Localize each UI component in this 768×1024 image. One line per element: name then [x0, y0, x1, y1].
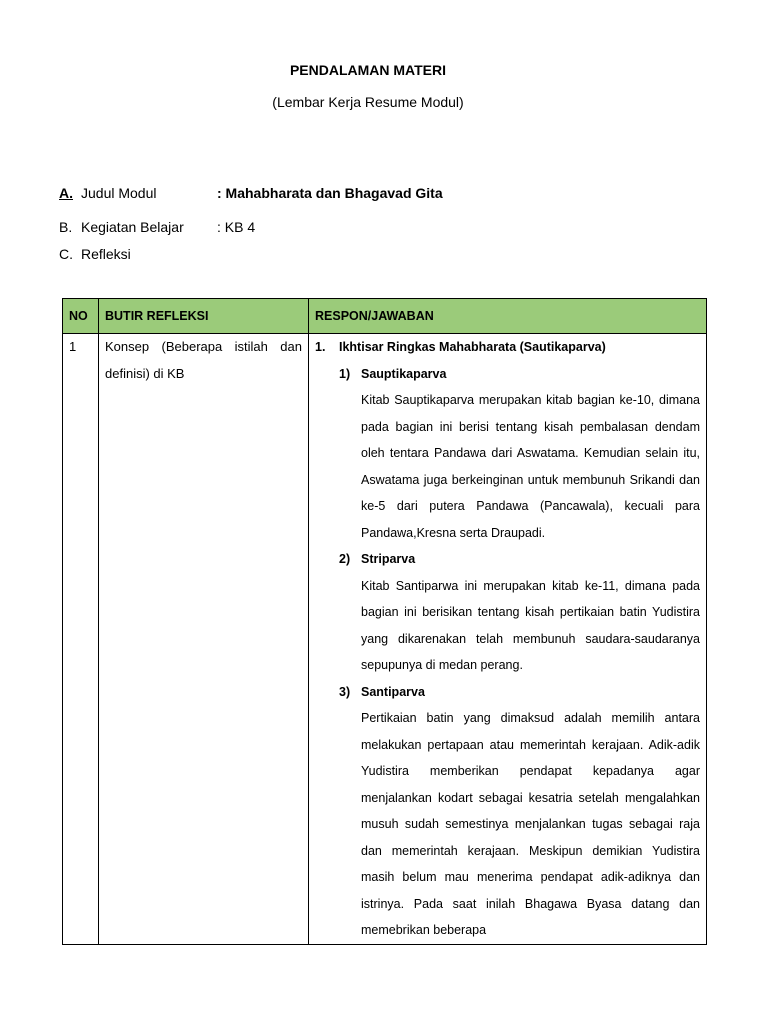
item-title: Santiparva: [361, 684, 425, 699]
info-value: : Mahabharata dan Bhagavad Gita: [217, 185, 443, 201]
item-number: 2): [339, 552, 351, 566]
item-paragraph: Pertikaian batin yang dimaksud adalah memilih antara melakukan pertapaan atau memerintah kerajaan. Adik-adik Yudistira memberikan pendapat kepadanya agar menjalankan kodart sebagai kesatria setelah mengalahkan musuh sudah semestinya menjalankan tugas sebagai raja dan memerintah kerajaan. Meskipun demikian Yudistira masih belum mau menerima pendapat adik-adiknya dan istrinya. Pada saat inilah Bhagawa Byasa datang dan memebrikan beberapa: [361, 711, 700, 937]
info-row-judul-modul: [59, 185, 443, 201]
info-row-kegiatan-belajar: [59, 219, 255, 235]
page-subtitle: (Lembar Kerja Resume Modul): [272, 94, 464, 110]
info-letter: A.: [59, 185, 73, 201]
item-paragraph: Kitab Santiparwa ini merupakan kitab ke-11, dimana pada bagian ini berisikan tentang kisah pertikaian batin Yudistira yang dikarenakan telah membunuh saudara-saudaranya sepupunya di medan perang.: [361, 578, 700, 672]
info-letter: B.: [59, 219, 73, 235]
row-number: 1: [69, 339, 77, 354]
item-title: Striparva: [361, 552, 416, 566]
info-value: : KB 4: [217, 219, 256, 235]
info-label: Kegiatan Belajar: [81, 219, 184, 235]
reflection-table: [62, 298, 707, 945]
item-paragraph: Kitab Sauptikaparva merupakan kitab bagian ke-10, dimana pada bagian ini berisi tentang kisah pembalasan dendam oleh tentara Pandawa dari Aswatama. Kemudian selain itu, Aswatama juga berkeinginan untuk membunuh Srikandi dan ke-5 dari putera Pandawa (Pancawala), kecuali para Pandawa,Kresna serta Draupadi.: [361, 393, 700, 540]
page-title: PENDALAMAN MATERI: [289, 62, 447, 78]
item-heading: [315, 679, 700, 706]
item-number: 1): [339, 366, 351, 381]
header-butir-refleksi: BUTIR REFLEKSI: [99, 299, 309, 334]
item-number: 3): [339, 684, 351, 699]
heading-number: 1.: [315, 340, 326, 354]
response-heading: [315, 334, 700, 361]
item-heading: [315, 361, 700, 388]
info-label: Judul Modul: [81, 185, 157, 201]
header-respon-jawaban: RESPON/JAWABAN: [309, 299, 707, 334]
item-heading: [315, 546, 700, 573]
response-content: [315, 334, 700, 944]
info-row-refleksi: [59, 246, 217, 262]
heading-text: Ikhtisar Ringkas Mahabharata (Sautikaparva): [339, 340, 606, 354]
table-row: [63, 334, 707, 945]
info-label: Refleksi: [81, 246, 131, 262]
item-title: Sauptikaparva: [361, 366, 447, 381]
info-letter: C.: [59, 246, 73, 262]
table-header-row: [63, 299, 707, 334]
header-no: NO: [63, 299, 99, 334]
butir-text: Konsep (Beberapa istilah dan definisi) di KB: [105, 339, 302, 381]
